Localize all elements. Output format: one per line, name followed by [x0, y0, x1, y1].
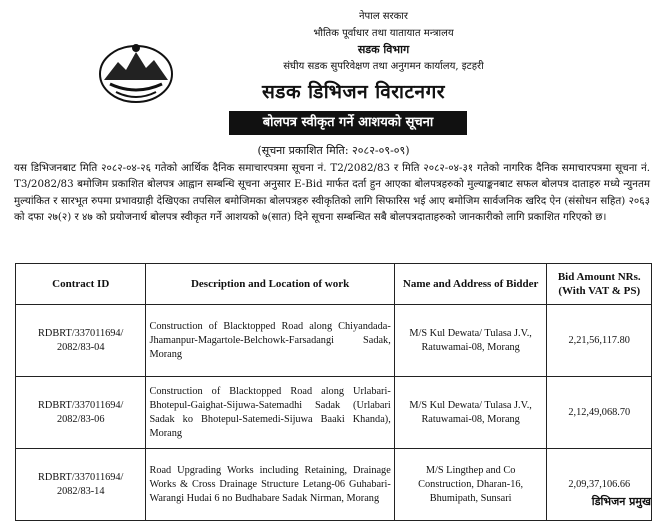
table-header-row: [16, 264, 652, 305]
government-name: नेपाल सरकार: [359, 11, 408, 22]
work-description: Construction of Blacktopped Road along Urlabari-Bhotepul-Gaighat-Sijuwa-Satemadhi Sadak (Urlabari Sadak ko Bhotepul-Satemedi-Sijuwa Baaki Khanda), Morang: [146, 377, 394, 449]
division-chief-signoff: डिभिजन प्रमुख: [591, 495, 651, 508]
ministry-name: भौतिक पूर्वाधार तथा यातायात मन्त्रालय: [313, 28, 454, 39]
header-contract-id: Contract ID: [16, 264, 146, 305]
header-description: Description and Location of work: [146, 264, 394, 305]
bidder-name: M/S Kul Dewata/ Tulasa J.V., Ratuwamai-08, Morang: [394, 305, 547, 377]
table-row: [16, 305, 652, 377]
notice-body-text: यस डिभिजनबाट मिति २०८२-०४-२६ गतेको आर्थिक दैनिक समाचारपत्रमा सूचना नं. T2/2082/83 र मिति २०८२-०४-३१ गतेको नागरिक दैनिक समाचारपत्रमा सूचना नं. T3/2082/83 बमोजिम प्रकाशित बोलपत्र आह्वान सम्बन्धि सूचना अनुसार E-Bid मार्फत दर्ता हुन आएका बोलपत्रहरुको मुल्याङ्कनबाट सफल बोलपत्र दाताहरु मध्ये न्युनतम मुल्यांकित र सारभूत रुपमा प्रभावग्राही देखिएका तपसिल बमोजिमका बोलपत्रहरु स्वीकृतिको लागि सिफारिस भई आए बमोजिम सार्वजनिक खरिद ऐन (संसोधन सहित) २०६३ को दफा २७(२) र ४७ को प्रयोजनार्थ बोलपत्र स्वीकृत गर्ने आशयको ७(सात) दिने सूचना सम्बन्धित सबै बोलपत्रदाताहरुको जानकारीको लागि प्रकाशित गरिएको छ।: [14, 162, 650, 224]
published-date: (सूचना प्रकाशित मिति: २०८२-०९-०९): [257, 144, 410, 157]
work-description: Construction of Blacktopped Road along Chiyandada-Jhamanpur-Magartole-Belchowk-Farsadangi Sadak, Morang: [146, 305, 394, 377]
bid-table: [15, 263, 652, 521]
bid-amount: 2,12,49,068.70: [547, 377, 652, 449]
notice-title-banner: बोलपत्र स्वीकृत गर्ने आशयको सूचना: [229, 111, 467, 135]
contract-id: RDBRT/337011694/ 2082/83-04: [16, 305, 146, 377]
office-subtitle: संघीय सडक सुपरिवेक्षण तथा अनुगमन कार्यालय, इटहरी: [283, 61, 484, 72]
bid-amount: 2,09,37,106.66: [547, 449, 652, 521]
table-row: [16, 449, 652, 521]
header-bidder: Name and Address of Bidder: [394, 264, 547, 305]
contract-id: RDBRT/337011694/ 2082/83-14: [16, 449, 146, 521]
table-row: [16, 377, 652, 449]
header-bid-amount: Bid Amount NRs. (With VAT & PS): [547, 264, 652, 305]
contract-id: RDBRT/337011694/ 2082/83-06: [16, 377, 146, 449]
work-description: Road Upgrading Works including Retaining, Drainage Works & Cross Drainage Structure Letang-06 Guhabari-Warangi Hudai 6 no Budhabare Sadak Nirman, Morang: [146, 449, 394, 521]
page-title: सडक डिभिजन विराटनगर: [261, 81, 446, 103]
bid-amount: 2,21,56,117.80: [547, 305, 652, 377]
bidder-name: M/S Lingthep and Co Construction, Dharan-16, Bhumipath, Sunsari: [394, 449, 547, 521]
bidder-name: M/S Kul Dewata/ Tulasa J.V., Ratuwamai-08, Morang: [394, 377, 547, 449]
department-name: सडक विभाग: [357, 43, 410, 56]
